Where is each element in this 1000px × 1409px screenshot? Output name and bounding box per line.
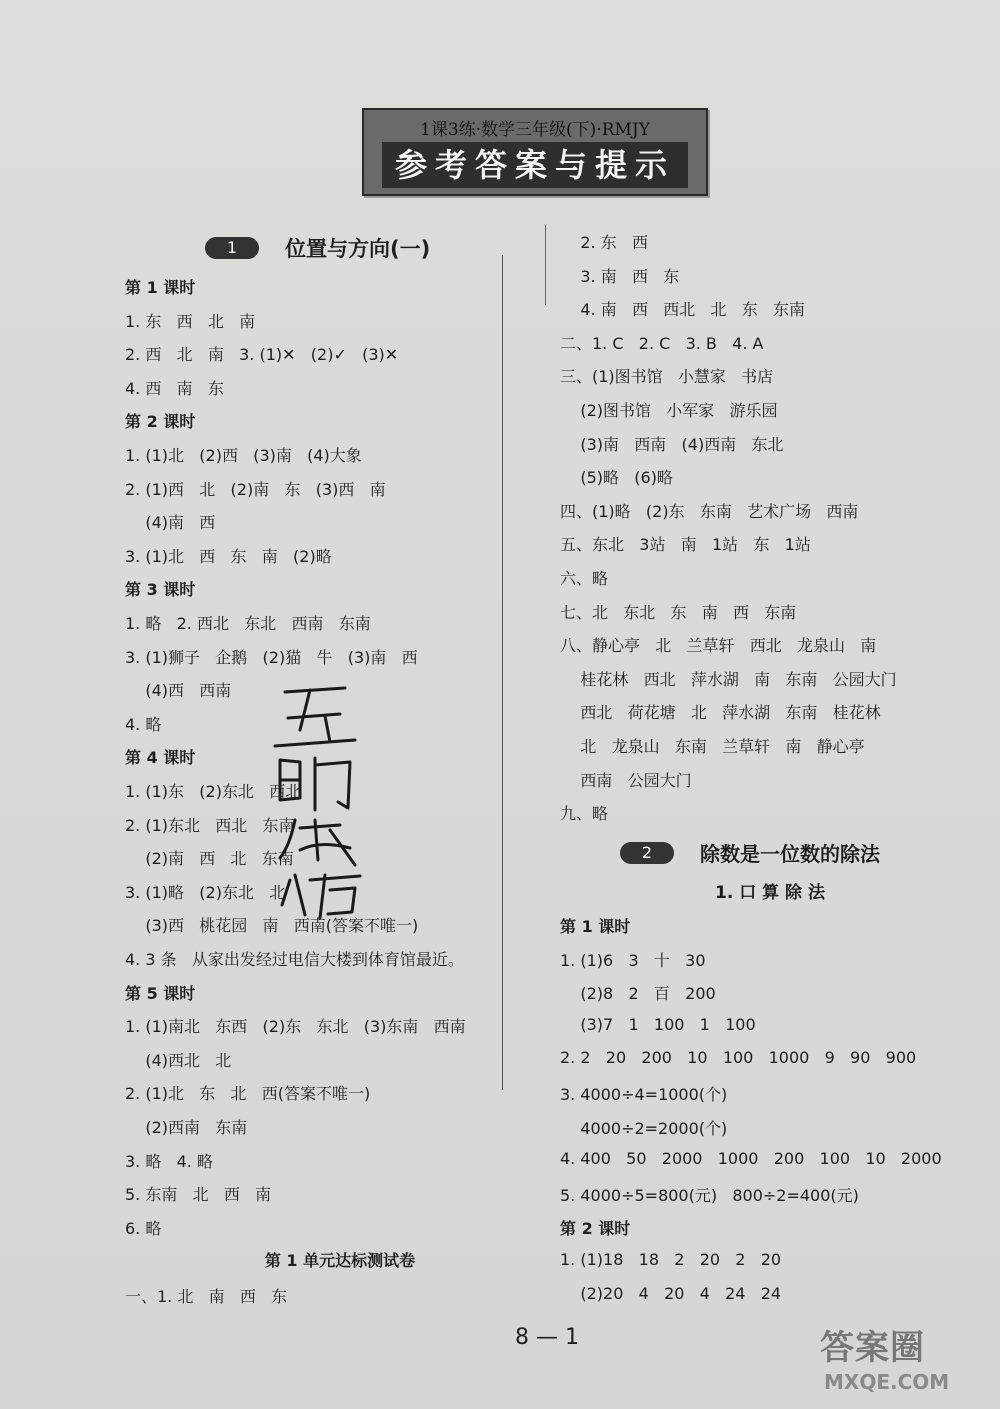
section-oral-division: 1. 口 算 除 法	[715, 883, 825, 903]
answer-line: 六、略	[560, 569, 609, 588]
answer-line: 3. (1)狮子 企鹅 (2)猫 牛 (3)南 西	[125, 647, 418, 667]
answer-line: (3)南 西南 (4)西南 东北	[560, 434, 784, 454]
answer-line: 1. (1)18 18 2 20 2 20	[560, 1250, 782, 1269]
watermark-text: 答案圈	[820, 1328, 925, 1368]
answer-line: 桂花林 西北 萍水湖 南 东南 公园大门	[560, 669, 897, 689]
answer-line: (3)西 桃花园 南 西南(答案不唯一)	[125, 916, 419, 936]
lesson-heading: 第 2 课时	[560, 1219, 631, 1239]
banner-subtitle: 1课3练·数学三年级(下)·RMJY	[420, 120, 650, 140]
answer-line: (2)20 4 20 4 24 24	[560, 1283, 782, 1303]
answer-line: 4000÷2=2000(个)	[560, 1118, 728, 1138]
title-banner	[362, 108, 708, 196]
answer-line: 5. 4000÷5=800(元) 800÷2=400(元)	[560, 1185, 859, 1205]
answer-line: 4. 3 条 从家出发经过电信大楼到体育馆最近。	[125, 950, 464, 969]
answer-line: 1. (1)北 (2)西 (3)南 (4)大象	[125, 446, 362, 465]
page-number: 8 — 1	[515, 1325, 579, 1350]
answer-line: 3. (1)北 西 东 南 (2)略	[125, 546, 332, 566]
answer-line: 3. 略 4. 略	[125, 1151, 213, 1171]
answer-line: 五、东北 3站 南 1站 东 1站	[560, 535, 811, 555]
watermark-logo	[820, 1320, 990, 1400]
answer-line: 3. (1)略 (2)东北 北	[125, 882, 286, 902]
lesson-heading: 第 4 课时	[125, 748, 196, 768]
answer-line: 4. 400 50 2000 1000 200 100 10 2000	[560, 1149, 942, 1169]
unit-2-header	[620, 838, 960, 868]
unit-1-badge: 1	[205, 237, 259, 259]
answer-line: 三、(1)图书馆 小慧家 书店	[560, 367, 774, 387]
answer-line: 3. 南 西 东	[560, 266, 680, 286]
answer-line: (4)西北 北	[125, 1050, 232, 1070]
answer-line: 四、(1)略 (2)东 东南 艺术广场 西南	[560, 501, 859, 521]
answer-line: 七、北 东北 东 南 西 东南	[560, 602, 797, 622]
answer-line: 西北 荷花塘 北 萍水湖 东南 桂花林	[560, 703, 881, 723]
answer-line: 2. 西 北 南 3. (1)✕ (2)✓ (3)✕	[125, 345, 399, 365]
answer-line: (2)图书馆 小军家 游乐园	[560, 401, 778, 420]
answer-line: (5)略 (6)略	[560, 468, 673, 488]
answer-line: 5. 东南 北 西 南	[125, 1185, 272, 1205]
lesson-heading: 第 2 课时	[125, 412, 196, 432]
column-divider-top	[545, 225, 546, 305]
answer-line: (2)西南 东南	[125, 1118, 248, 1137]
unit-1-title: 位置与方向(一)	[285, 237, 431, 261]
answer-line: 1. (1)东 (2)东北 西北	[125, 782, 302, 801]
unit-test-title: 第 1 单元达标测试卷	[264, 1251, 416, 1270]
lesson-heading: 第 1 课时	[125, 278, 196, 297]
answer-line: 4. 南 西 西北 北 东 东南	[560, 300, 805, 320]
answer-line: 2. 东 西	[560, 233, 648, 252]
answer-line: (4)西 西南	[125, 681, 232, 701]
answer-line: 1. 东 西 北 南	[125, 311, 256, 331]
unit-1-header	[205, 233, 495, 263]
answer-line: (2)8 2 百 200	[560, 984, 716, 1004]
answer-line: 2. (1)西 北 (2)南 东 (3)西 南	[125, 479, 386, 499]
answer-line: 1. (1)6 3 十 30	[560, 950, 706, 970]
lesson-heading: 第 1 课时	[560, 917, 631, 936]
unit-2-title: 除数是一位数的除法	[700, 842, 880, 866]
answer-line: 4. 略	[125, 714, 162, 734]
answer-line: 西南 公园大门	[560, 770, 692, 790]
handwriting-mark	[270, 680, 380, 920]
answer-line: 2. 2 20 200 10 100 1000 9 90 900	[560, 1048, 917, 1068]
answer-line: 2. (1)东北 西北 东南	[125, 815, 295, 835]
unit-test-first-line: 一、1. 北 南 西 东	[125, 1287, 288, 1306]
lesson-heading: 第 5 课时	[125, 983, 196, 1003]
answer-line: 4. 西 南 东	[125, 378, 224, 398]
column-divider	[502, 255, 503, 1090]
answer-line: 九、略	[560, 804, 609, 824]
banner-title: 参考答案与提示	[382, 142, 688, 188]
answer-line: (4)南 西	[125, 513, 216, 533]
answer-line: 2. (1)北 东 北 西(答案不唯一)	[125, 1084, 371, 1104]
answer-line: 二、1. C 2. C 3. B 4. A	[560, 333, 764, 353]
lesson-heading: 第 3 课时	[125, 580, 196, 600]
watermark-url: MXQE.COM	[824, 1370, 950, 1394]
unit-2-badge: 2	[620, 842, 674, 864]
answer-line: 1. 略 2. 西北 东北 西南 东南	[125, 614, 371, 633]
answer-line: 北 龙泉山 东南 兰草轩 南 静心亭	[560, 737, 865, 756]
answer-line: 八、静心亭 北 兰草轩 西北 龙泉山 南	[560, 636, 877, 656]
answer-line: (3)7 1 100 1 100	[560, 1014, 756, 1034]
answer-line: 6. 略	[125, 1218, 162, 1238]
answer-line: 1. (1)南北 东西 (2)东 东北 (3)东南 西南	[125, 1017, 466, 1037]
answer-line: 3. 4000÷4=1000(个)	[560, 1085, 728, 1104]
answer-line: (2)南 西 北 东南	[125, 849, 294, 869]
